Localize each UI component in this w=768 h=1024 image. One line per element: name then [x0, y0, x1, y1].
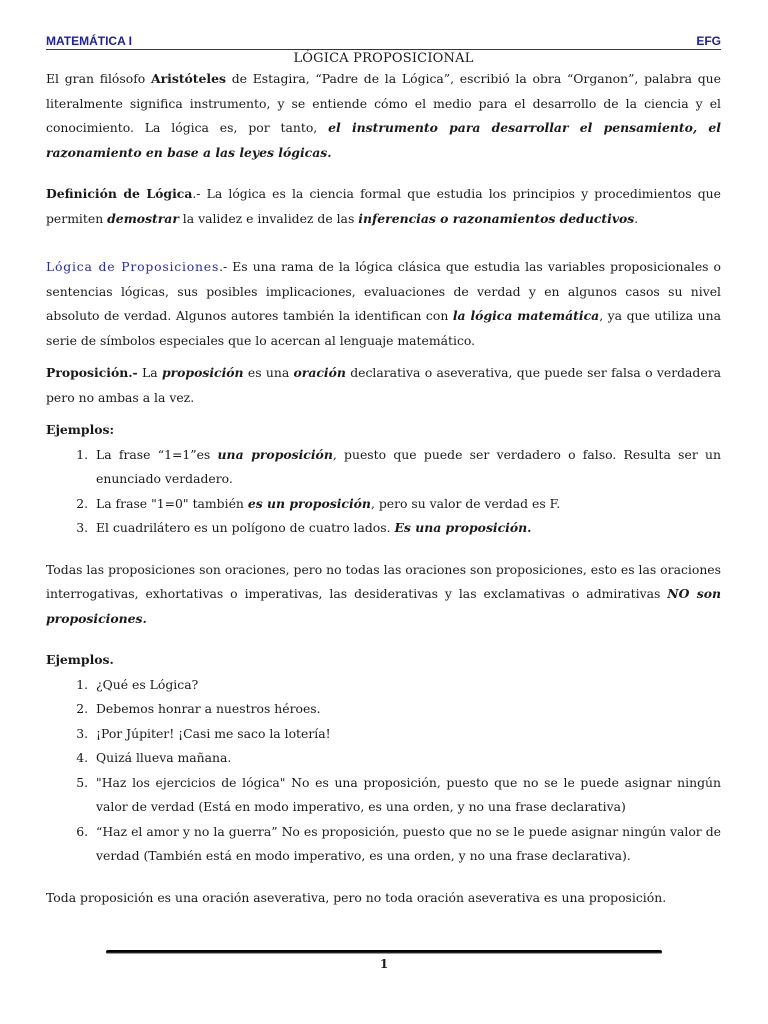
- header-course: MATEMÁTICA I: [46, 34, 132, 48]
- list-item: 6. “Haz el amor y no la guerra” No es proposición, puesto que no se le puede asignar ningún valor de verdad (También está en modo imperativo, es una orden, y no una frase declarativa).: [92, 820, 721, 869]
- list-item: 2. Debemos honrar a nuestros héroes.: [92, 697, 721, 722]
- propositional-logic-term: Lógica de Proposiciones: [46, 259, 220, 274]
- list-item: 3. ¡Por Júpiter! ¡Casi me saco la lotería!: [92, 722, 721, 747]
- closing-paragraph: Toda proposición es una oración aseverativa, pero no toda oración aseverativa es una proposición.: [46, 889, 667, 905]
- proposition-paragraph: Proposición.- La proposición es una oración declarativa o aseverativa, que puede ser falsa o verdadera pero no ambas a la vez.: [46, 365, 722, 405]
- intro-paragraph: El gran filósofo Aristóteles de Estagira, “Padre de la Lógica”, escribió la obra “Organon”, palabra que literalmente significa instrumento, y se entiende cómo el medio para el desarrollo de la ciencia y el conocimiento. La lógica es, por tanto, el instrumento para desarrollar el pensamiento, el razonamiento en base a las leyes lógicas.: [46, 71, 721, 160]
- document-page: [46, 34, 721, 910]
- list-item: 1. ¿Qué es Lógica?: [92, 673, 721, 698]
- examples-list-1: [46, 443, 721, 541]
- definition-paragraph: Definición de Lógica.- La lógica es la ciencia formal que estudia los principios y procedimientos que permiten demostrar la validez e invalidez de las inferencias o razonamientos deductivos.: [46, 186, 721, 226]
- examples-heading-2: Ejemplos.: [46, 652, 114, 667]
- page-header: [46, 34, 721, 50]
- definition-term: Definición de Lógica: [46, 186, 193, 201]
- list-item: 1. La frase “1=1”es una proposición, puesto que puede ser verdadero o falso. Resulta ser un enunciado verdadero.: [92, 443, 721, 492]
- proposition-term: Proposición.-: [46, 365, 138, 380]
- header-author: EFG: [696, 34, 721, 48]
- examples-list-2: [46, 673, 721, 869]
- list-item: 5. "Haz los ejercicios de lógica" No es una proposición, puesto que no se le puede asignar ningún valor de verdad (Está en modo imperativo, es una orden, y no una frase declarativa): [92, 771, 721, 820]
- page-number: 1: [379, 957, 389, 971]
- list-item: 4. Quizá llueva mañana.: [92, 746, 721, 771]
- examples-heading-1: Ejemplos:: [46, 422, 115, 437]
- document-title: LÓGICA PROPOSICIONAL: [293, 51, 474, 66]
- propositional-logic-paragraph: Lógica de Proposiciones.- Es una rama de la lógica clásica que estudia las variables proposicionales o sentencias lógicas, sus posibles implicaciones, evaluaciones de verdad y en algunos casos su nivel absoluto de verdad. Algunos autores también la identifican con la lógica matemática, ya que utiliza una serie de símbolos especiales que lo acercan al lenguaje matemático.: [46, 259, 721, 348]
- list-item: 3. El cuadrilátero es un polígono de cuatro lados. Es una proposición.: [92, 516, 721, 541]
- note-paragraph: Todas las proposiciones son oraciones, pero no todas las oraciones son proposiciones, esto es las oraciones interrogativas, exhortativas o imperativas, las desiderativas y las exclamativas o admirativas NO son proposiciones.: [46, 561, 721, 626]
- footer-divider: [106, 950, 662, 954]
- list-item: 2. La frase "1=0" también es un proposición, pero su valor de verdad es F.: [92, 492, 721, 517]
